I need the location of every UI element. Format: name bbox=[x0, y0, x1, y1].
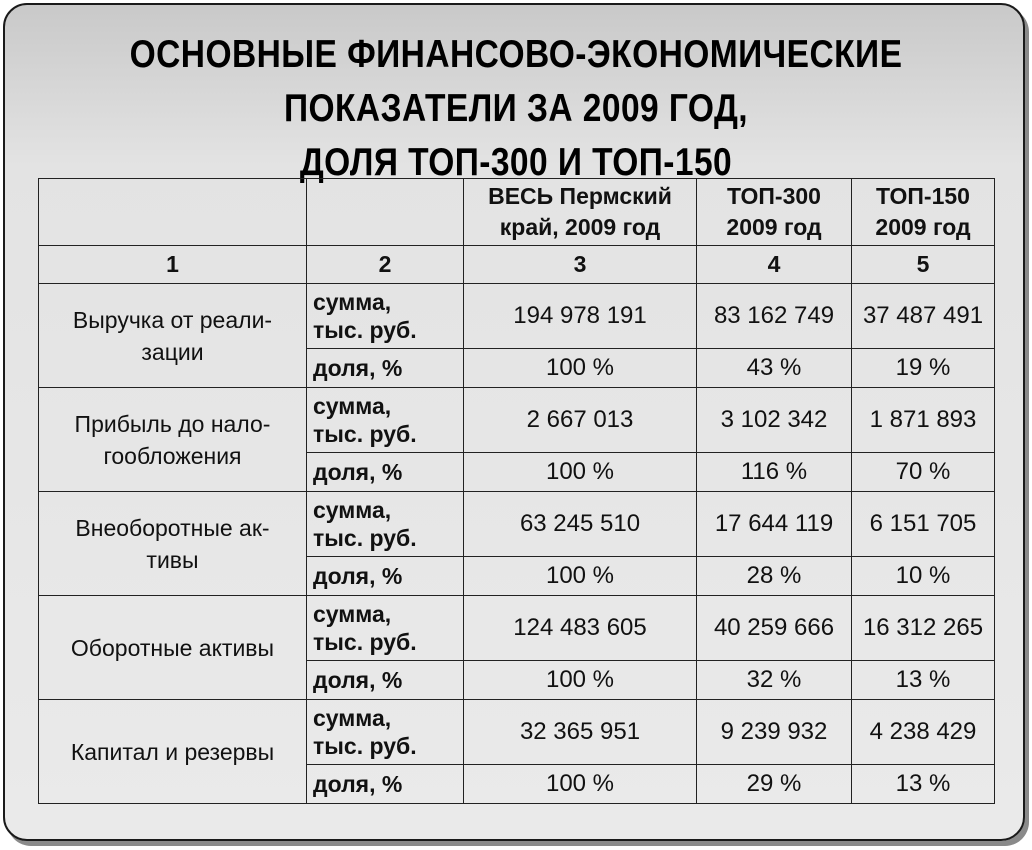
header-line: край, 2009 год bbox=[499, 214, 661, 240]
header-line: ТОП-150 bbox=[876, 183, 970, 209]
sum-value-cell: 17 644 119 bbox=[697, 492, 852, 557]
unit-sum-line: сумма, bbox=[313, 601, 392, 627]
unit-share-cell: доля, % bbox=[307, 765, 464, 804]
unit-sum-line: тыс. руб. bbox=[313, 629, 417, 655]
unit-share-cell: доля, % bbox=[307, 453, 464, 492]
unit-share-cell: доля, % bbox=[307, 557, 464, 596]
title-line-3: ДОЛЯ ТОП-300 И ТОП-150 bbox=[299, 141, 733, 184]
sum-value-cell: 194 978 191 bbox=[464, 284, 697, 349]
table-row-sum bbox=[39, 492, 995, 557]
sum-value-cell: 32 365 951 bbox=[464, 700, 697, 765]
column-number: 5 bbox=[852, 246, 995, 284]
header-cell-empty-1 bbox=[39, 179, 307, 246]
share-value-cell: 100 % bbox=[464, 453, 697, 492]
header-cell-whole-region bbox=[464, 179, 697, 246]
unit-share-cell: доля, % bbox=[307, 349, 464, 388]
indicator-label bbox=[39, 492, 307, 596]
header-cell-empty-2 bbox=[307, 179, 464, 246]
unit-sum-cell bbox=[307, 700, 464, 765]
unit-sum-cell bbox=[307, 284, 464, 349]
unit-sum-line: тыс. руб. bbox=[313, 525, 417, 551]
share-value-cell: 116 % bbox=[697, 453, 852, 492]
header-cell-top300 bbox=[697, 179, 852, 246]
sum-value-cell: 2 667 013 bbox=[464, 388, 697, 453]
share-value-cell: 70 % bbox=[852, 453, 995, 492]
share-value-cell: 13 % bbox=[852, 765, 995, 804]
title-line-1: ОСНОВНЫЕ ФИНАНСОВО-ЭКОНОМИЧЕСКИЕ bbox=[129, 33, 903, 76]
column-number: 1 bbox=[39, 246, 307, 284]
unit-sum-line: тыс. руб. bbox=[313, 421, 417, 447]
indicator-label-line: гообложения bbox=[103, 442, 242, 469]
table-row-sum bbox=[39, 700, 995, 765]
column-number: 4 bbox=[697, 246, 852, 284]
unit-sum-line: сумма, bbox=[313, 393, 392, 419]
column-number: 2 bbox=[307, 246, 464, 284]
sum-value-cell: 4 238 429 bbox=[852, 700, 995, 765]
indicator-label bbox=[39, 596, 307, 700]
unit-sum-cell bbox=[307, 492, 464, 557]
share-value-cell: 100 % bbox=[464, 557, 697, 596]
share-value-cell: 43 % bbox=[697, 349, 852, 388]
unit-share-cell: доля, % bbox=[307, 661, 464, 700]
header-cell-top150 bbox=[852, 179, 995, 246]
indicator-label-line: Выручка от реали- bbox=[72, 306, 273, 333]
sum-value-cell: 1 871 893 bbox=[852, 388, 995, 453]
indicator-label bbox=[39, 284, 307, 388]
sum-value-cell: 37 487 491 bbox=[852, 284, 995, 349]
table-row-sum bbox=[39, 284, 995, 349]
indicator-label-line: Оборотные активы bbox=[70, 634, 275, 661]
title-line-2: ПОКАЗАТЕЛИ ЗА 2009 ГОД, bbox=[283, 87, 749, 130]
indicator-label bbox=[39, 700, 307, 804]
indicator-label-line: Внеоборотные ак- bbox=[75, 514, 270, 541]
share-value-cell: 100 % bbox=[464, 349, 697, 388]
indicator-label bbox=[39, 388, 307, 492]
sum-value-cell: 6 151 705 bbox=[852, 492, 995, 557]
sum-value-cell: 63 245 510 bbox=[464, 492, 697, 557]
sum-value-cell: 3 102 342 bbox=[697, 388, 852, 453]
page-title bbox=[72, 28, 960, 190]
share-value-cell: 100 % bbox=[464, 661, 697, 700]
sum-value-cell: 16 312 265 bbox=[852, 596, 995, 661]
column-number-row bbox=[39, 246, 995, 284]
share-value-cell: 28 % bbox=[697, 557, 852, 596]
unit-sum-line: сумма, bbox=[313, 705, 392, 731]
unit-sum-cell bbox=[307, 596, 464, 661]
header-line: 2009 год bbox=[875, 214, 971, 240]
financial-indicators-table bbox=[38, 178, 995, 804]
indicator-label-line: зации bbox=[141, 338, 204, 365]
unit-sum-line: сумма, bbox=[313, 497, 392, 523]
indicator-label-line: тивы bbox=[146, 546, 199, 573]
share-value-cell: 100 % bbox=[464, 765, 697, 804]
header-row bbox=[39, 179, 995, 246]
indicator-label-line: Капитал и резервы bbox=[70, 738, 275, 765]
header-line: 2009 год bbox=[726, 214, 822, 240]
sum-value-cell: 83 162 749 bbox=[697, 284, 852, 349]
unit-sum-line: тыс. руб. bbox=[313, 317, 417, 343]
unit-sum-cell bbox=[307, 388, 464, 453]
indicator-label-line: Прибыль до нало- bbox=[74, 410, 271, 437]
sum-value-cell: 40 259 666 bbox=[697, 596, 852, 661]
sum-value-cell: 124 483 605 bbox=[464, 596, 697, 661]
share-value-cell: 19 % bbox=[852, 349, 995, 388]
share-value-cell: 10 % bbox=[852, 557, 995, 596]
column-number: 3 bbox=[464, 246, 697, 284]
share-value-cell: 29 % bbox=[697, 765, 852, 804]
table-row-sum bbox=[39, 596, 995, 661]
header-line: ВЕСЬ Пермский bbox=[488, 183, 672, 209]
unit-sum-line: тыс. руб. bbox=[313, 733, 417, 759]
unit-sum-line: сумма, bbox=[313, 289, 392, 315]
sum-value-cell: 9 239 932 bbox=[697, 700, 852, 765]
header-line: ТОП-300 bbox=[727, 183, 821, 209]
share-value-cell: 32 % bbox=[697, 661, 852, 700]
table-row-sum bbox=[39, 388, 995, 453]
share-value-cell: 13 % bbox=[852, 661, 995, 700]
